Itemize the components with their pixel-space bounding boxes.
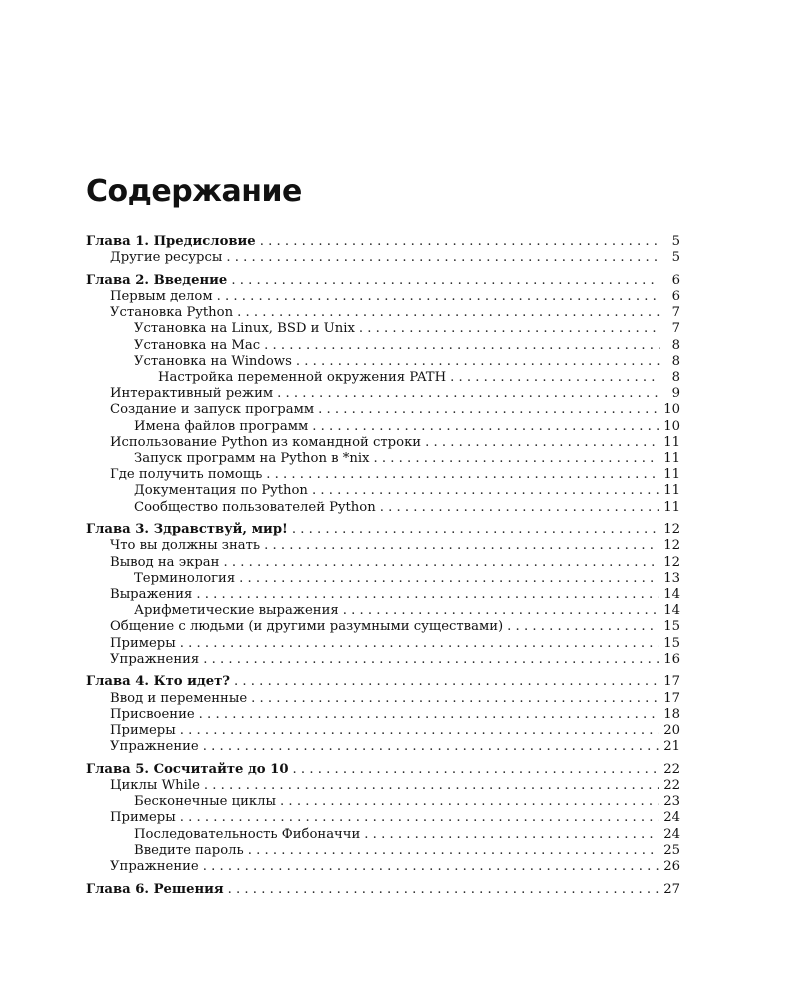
toc-entry-page: 8 [671,353,680,369]
dot-leader [292,522,659,538]
toc-entry-page: 8 [671,370,680,385]
dot-leader [312,419,659,435]
toc-entry[interactable] [86,386,680,402]
toc-entry[interactable] [86,810,680,826]
toc-entry-page: 7 [671,321,680,337]
dot-leader [373,451,659,467]
dot-leader [280,794,659,810]
toc-entry-title: Сообщество пользователей Python [134,499,376,515]
toc-entry-title: Глава 3. Здравствуй, мир! [86,522,288,538]
toc-entry-page: 12 [663,538,680,554]
dot-leader [266,467,659,483]
toc-entry-page: 12 [663,522,680,538]
toc-entry[interactable] [86,794,680,810]
toc-entry-title: Примеры [110,810,176,826]
toc-entry-page: 23 [663,794,680,810]
toc-entry-page: 21 [663,739,680,755]
toc-entry-title: Последовательность Фибоначчи [134,826,361,842]
toc-entry-title: Интерактивный режим [110,386,274,402]
toc-entry-page: 15 [663,635,680,651]
toc-chapter-entry[interactable] [86,882,680,898]
toc-entry-page: 8 [671,337,680,353]
toc-entry-title: Создание и запуск программ [110,402,315,418]
toc-entry[interactable] [86,619,680,635]
toc-entry-page: 14 [663,586,680,602]
toc-entry-page: 9 [671,386,680,402]
toc-entry-title: Глава 2. Введение [86,272,228,288]
toc-entry-page: 11 [663,434,680,450]
toc-entry-page: 22 [663,778,680,793]
toc-entry[interactable] [86,402,680,418]
toc-entry-page: 13 [663,570,680,586]
dot-leader [226,250,660,266]
toc-entry-title: Установка на Windows [134,353,292,369]
toc-chapter-entry[interactable] [86,762,680,778]
toc-entry-title: Использование Python из командной строки [110,434,422,450]
toc-entry[interactable] [86,859,680,875]
toc-entry[interactable] [86,571,680,587]
table-of-contents [86,234,680,898]
dot-leader [425,435,659,451]
dot-leader [199,707,660,723]
toc-entry[interactable] [86,419,680,435]
dot-leader [203,739,659,755]
dot-leader [264,538,659,554]
toc-entry[interactable] [86,467,680,483]
toc-entry-title: Введите пароль [134,842,244,858]
toc-entry-title: Упражнения [110,651,200,667]
toc-entry[interactable] [86,707,680,723]
toc-entry-page: 10 [663,402,680,418]
toc-entry-title: Глава 5. Сосчитайте до 10 [86,761,289,777]
toc-entry-page: 17 [663,674,680,690]
toc-entry-title: Документация по Python [134,483,308,499]
toc-entry[interactable] [86,691,680,707]
toc-entry-page: 24 [663,810,680,826]
toc-entry[interactable] [86,451,680,467]
dot-leader [180,723,659,739]
toc-entry[interactable] [86,603,680,619]
toc-entry-page: 7 [671,305,680,321]
toc-entry-title: Арифметические выражения [134,603,339,619]
toc-entry-title: Глава 4. Кто идет? [86,674,231,690]
dot-leader [239,571,659,587]
toc-entry[interactable] [86,652,680,668]
dot-leader [264,338,660,354]
toc-entry-title: Примеры [110,722,176,738]
toc-entry-title: Первым делом [110,289,213,305]
toc-entry-title: Установка Python [110,305,234,321]
toc-entry-title: Другие ресурсы [110,250,223,266]
toc-entry[interactable] [86,338,680,354]
dot-leader [251,691,659,707]
toc-entry[interactable] [86,587,680,603]
toc-entry-title: Запуск программ на Python в *nix [134,450,370,466]
toc-entry-title: Выражения [110,586,193,602]
toc-entry-page: 27 [663,881,680,897]
dot-leader [234,674,659,690]
toc-entry[interactable] [86,321,680,337]
toc-entry-title: Имена файлов программ [134,418,309,434]
toc-entry-page: 20 [663,722,680,738]
toc-entry-page: 6 [671,272,680,288]
toc-entry-title: Терминология [134,570,236,586]
dot-leader [293,762,660,778]
toc-entry-title: Упражнение [110,739,199,755]
dot-leader [204,778,659,794]
toc-entry-page: 17 [663,690,680,706]
toc-entry-title: Что вы должны знать [110,538,261,554]
toc-entry-title: Циклы While [110,778,200,793]
toc-entry-page: 5 [671,250,680,266]
toc-entry-title: Упражнение [110,858,199,874]
toc-entry[interactable] [86,778,680,794]
toc-entry[interactable] [86,500,680,516]
page-title: Содержание [86,174,302,209]
toc-entry-page: 10 [663,418,680,434]
toc-entry-page: 26 [663,858,680,874]
dot-leader [223,555,659,571]
toc-entry-page: 22 [663,761,680,777]
toc-entry-page: 15 [663,619,680,635]
toc-entry-title: Общение с людьми (и другими разумными существами) [110,619,504,635]
toc-chapter-entry[interactable] [86,674,680,690]
toc-entry-title: Примеры [110,635,176,651]
dot-leader [312,483,659,499]
toc-entry-page: 14 [663,603,680,619]
dot-leader [248,843,660,859]
toc-entry-page: 11 [663,450,680,466]
toc-entry-title: Где получить помощь [110,467,263,483]
toc-entry-title: Глава 6. Решения [86,881,224,897]
toc-entry-page: 16 [663,651,680,667]
dot-leader [277,386,660,402]
dot-leader [318,402,659,418]
dot-leader [507,619,659,635]
toc-entry-page: 11 [663,499,680,515]
dot-leader [260,234,660,250]
toc-entry[interactable] [86,636,680,652]
toc-entry-page: 25 [663,842,680,858]
dot-leader [203,859,659,875]
toc-entry[interactable] [86,723,680,739]
dot-leader [296,354,660,370]
toc-entry-page: 18 [663,706,680,722]
toc-entry-page: 6 [671,289,680,305]
dot-leader [196,587,659,603]
toc-entry[interactable] [86,250,680,266]
toc-entry[interactable] [86,538,680,554]
dot-leader [450,370,660,386]
dot-leader [228,882,660,898]
toc-entry[interactable] [86,289,680,305]
toc-entry[interactable] [86,739,680,755]
toc-entry[interactable] [86,354,680,370]
dot-leader [231,273,660,289]
toc-entry-page: 11 [663,467,680,483]
dot-leader [359,321,660,337]
toc-chapter-entry[interactable] [86,273,680,289]
dot-leader [237,305,660,321]
dot-leader [203,652,659,668]
dot-leader [380,500,659,516]
toc-entry-title: Установка на Linux, BSD и Unix [134,321,355,337]
toc-entry-title: Присвоение [110,706,195,722]
dot-leader [217,289,660,305]
toc-chapter-entry[interactable] [86,234,680,250]
toc-entry-page: 11 [663,483,680,499]
toc-entry-title: Установка на Mac [134,337,261,353]
toc-entry[interactable] [86,483,680,499]
toc-entry[interactable] [86,435,680,451]
dot-leader [180,636,659,652]
toc-entry[interactable] [86,370,680,386]
toc-entry-title: Вывод на экран [110,554,220,570]
toc-entry-title: Ввод и переменные [110,690,248,706]
toc-entry[interactable] [86,843,680,859]
toc-entry[interactable] [86,827,680,843]
toc-chapter-entry[interactable] [86,522,680,538]
dot-leader [343,603,660,619]
toc-entry-page: 12 [663,554,680,570]
toc-entry-title: Настройка переменной окружения PATH [158,370,447,385]
toc-entry-title: Глава 1. Предисловие [86,234,256,249]
dot-leader [180,810,659,826]
toc-entry[interactable] [86,555,680,571]
toc-entry-page: 5 [671,234,680,249]
toc-entry-page: 24 [663,826,680,842]
dot-leader [364,827,659,843]
toc-entry-title: Бесконечные циклы [134,794,277,810]
toc-entry[interactable] [86,305,680,321]
